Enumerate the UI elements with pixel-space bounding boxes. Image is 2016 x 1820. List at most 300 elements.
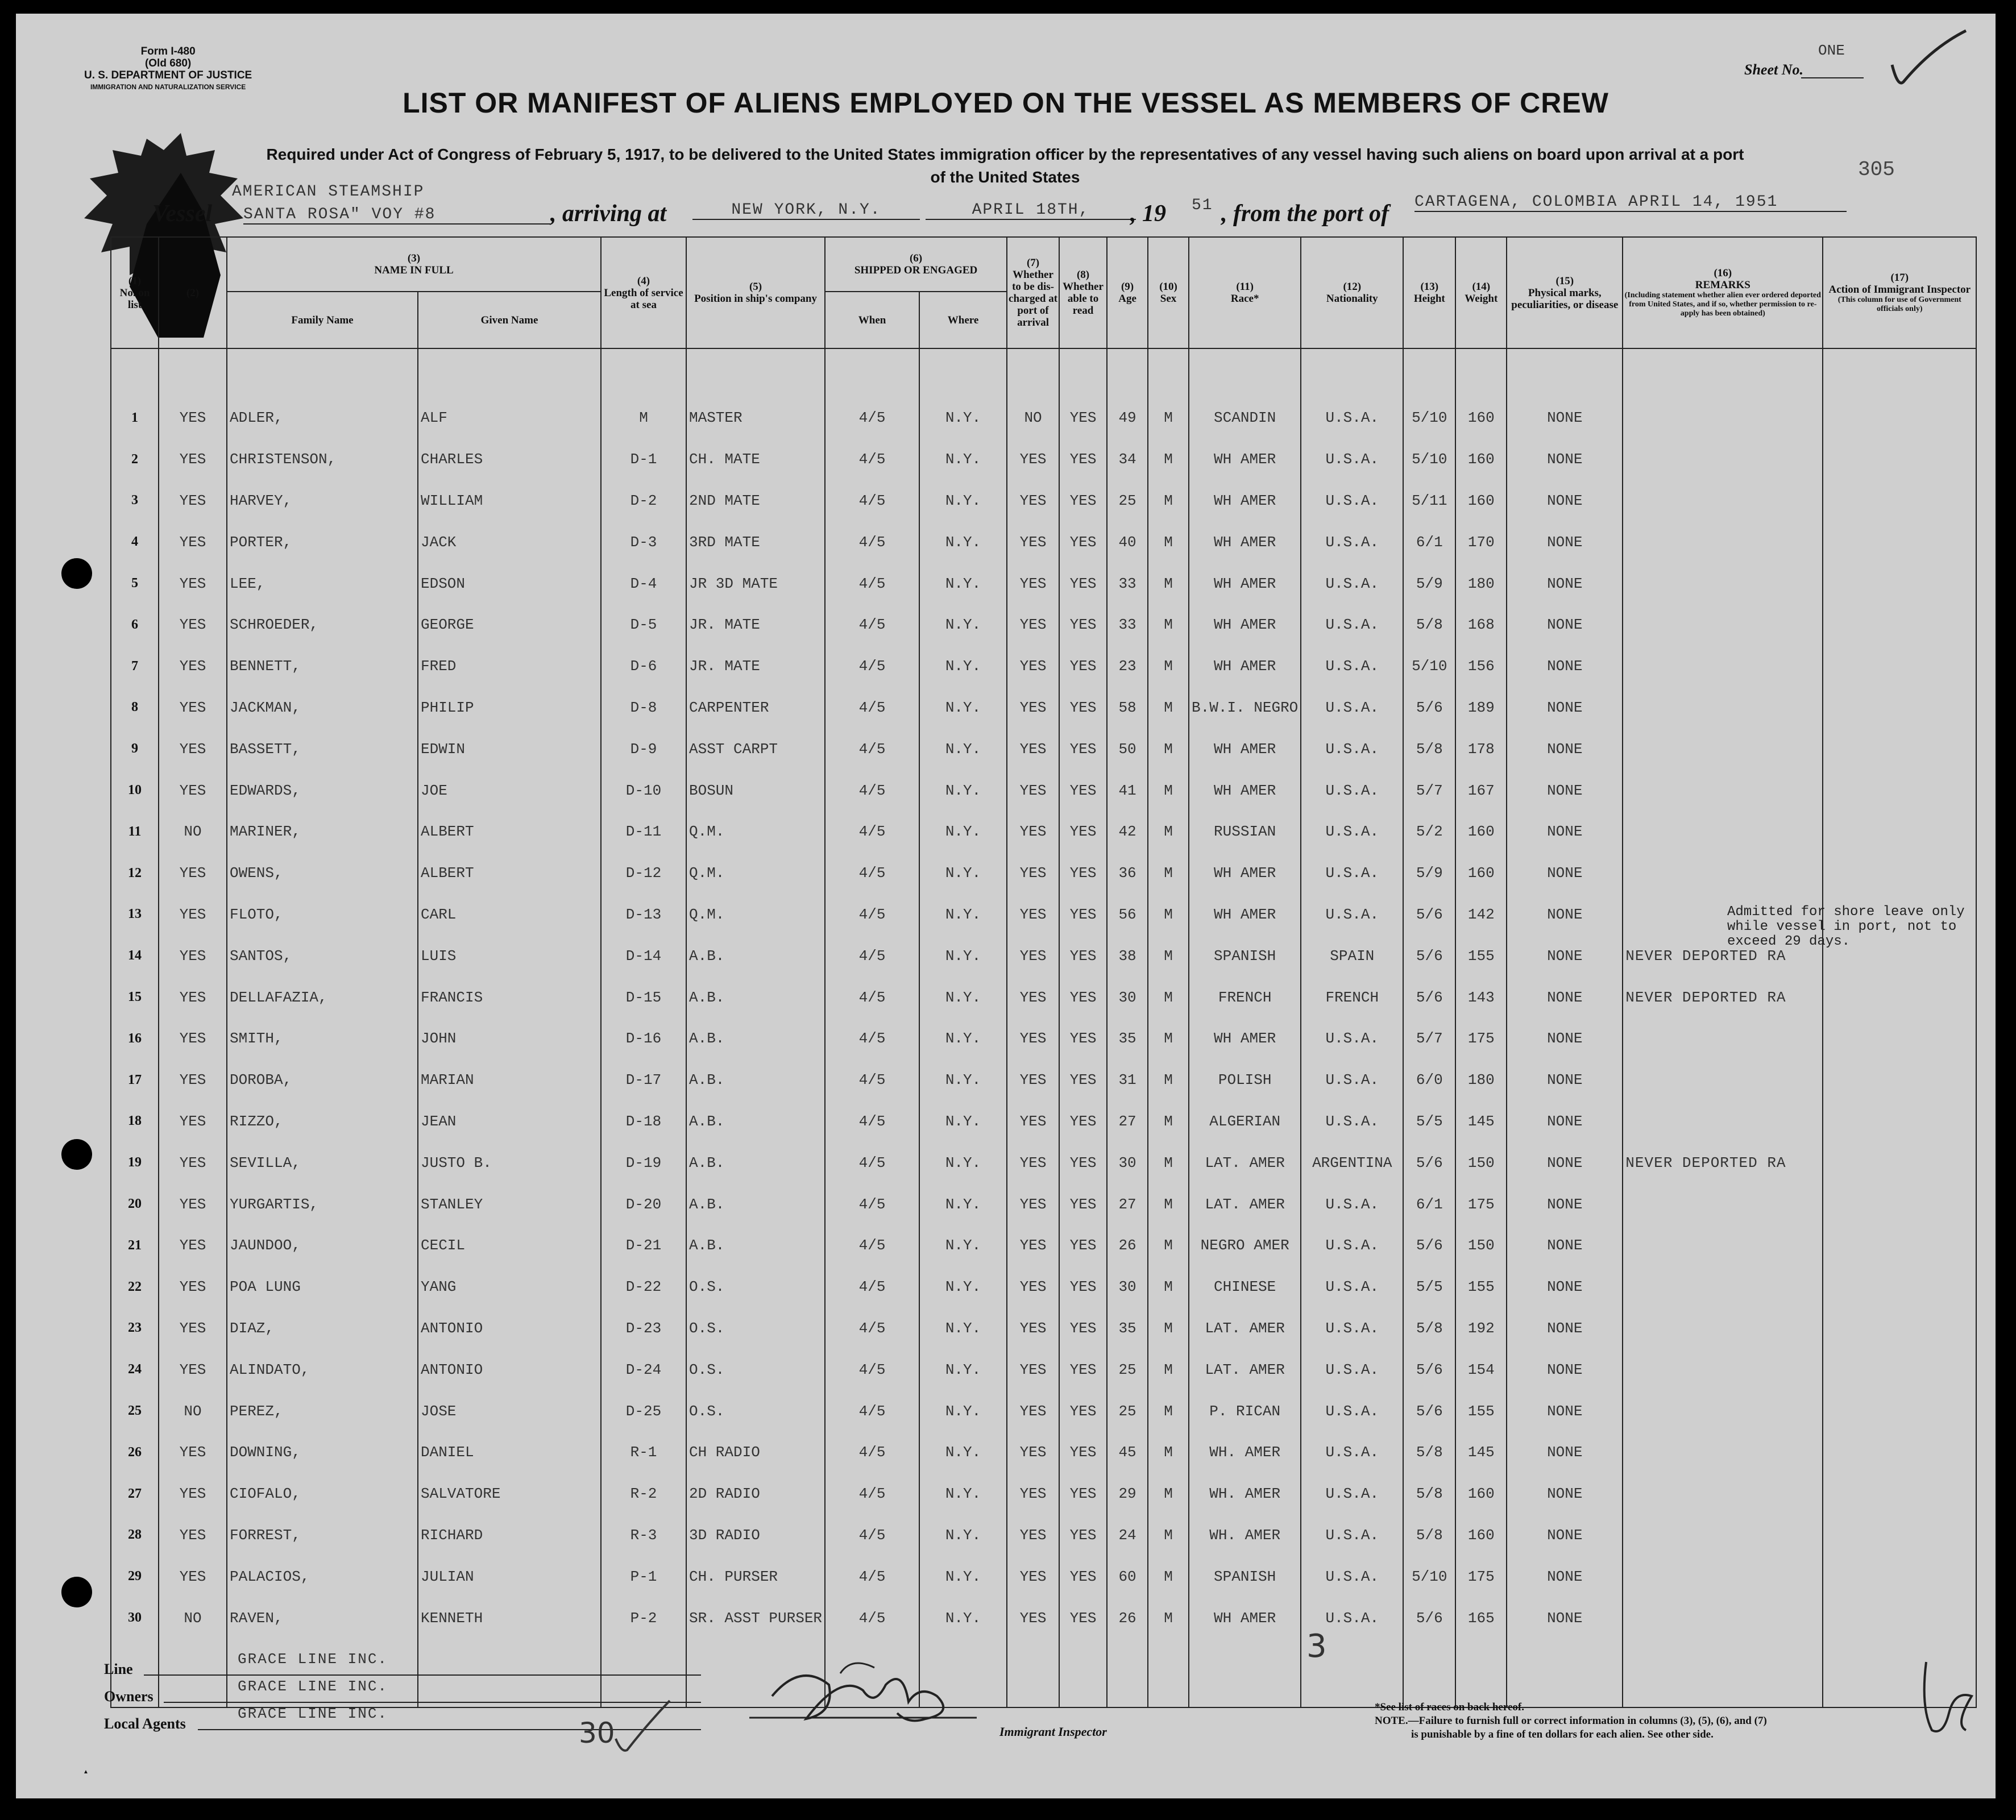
- row-sex: M: [1148, 1473, 1189, 1515]
- row-col2: YES: [159, 1059, 227, 1101]
- row-weight: 180: [1455, 563, 1507, 604]
- row-height: 5/8: [1403, 728, 1455, 770]
- row-number: 19: [111, 1142, 159, 1183]
- row-physical-marks: NONE: [1507, 687, 1623, 729]
- row-service: R-2: [601, 1473, 686, 1515]
- row-shipped-when: 4/5: [825, 1390, 919, 1432]
- row-race: WH. AMER: [1189, 1515, 1301, 1556]
- row-able-to-read: YES: [1059, 604, 1107, 646]
- table-row: [111, 1390, 1976, 1432]
- row-remarks: [1623, 1515, 1823, 1556]
- row-race: B.W.I. NEGRO: [1189, 687, 1301, 729]
- row-col2: YES: [159, 687, 227, 729]
- table-row: [111, 728, 1976, 770]
- empty-cell: [227, 1639, 418, 1707]
- row-weight: 167: [1455, 770, 1507, 811]
- row-nationality: U.S.A.: [1301, 397, 1403, 439]
- row-number: 28: [111, 1515, 159, 1556]
- row-discharge: YES: [1007, 811, 1059, 853]
- row-family-name: ALINDATO,: [227, 1349, 418, 1390]
- row-action: [1823, 439, 1976, 480]
- row-race: WH AMER: [1189, 521, 1301, 563]
- row-position: JR 3D MATE: [686, 563, 825, 604]
- row-remarks: [1623, 687, 1823, 729]
- row-able-to-read: YES: [1059, 646, 1107, 687]
- inspector-label: Immigrant Inspector: [999, 1725, 1107, 1739]
- binder-hole: [61, 1577, 92, 1607]
- row-height: 5/2: [1403, 811, 1455, 853]
- table-row: [111, 1515, 1976, 1556]
- empty-cell: [1007, 1639, 1059, 1707]
- table-spacer-row: [111, 348, 1976, 397]
- table-row: [111, 1183, 1976, 1225]
- row-col2: YES: [159, 521, 227, 563]
- row-weight: 142: [1455, 894, 1507, 936]
- row-shipped-when: 4/5: [825, 1225, 919, 1266]
- row-remarks: [1623, 1432, 1823, 1473]
- row-nationality: U.S.A.: [1301, 1059, 1403, 1101]
- col-header-shipped: (6) SHIPPED OR ENGAGED: [825, 237, 1007, 292]
- row-family-name: BASSETT,: [227, 728, 418, 770]
- vessel-label: Vessel: [152, 201, 212, 227]
- row-position: CH. MATE: [686, 439, 825, 480]
- row-race: WH AMER: [1189, 894, 1301, 936]
- row-given-name: FRED: [418, 646, 601, 687]
- row-given-name: ALBERT: [418, 811, 601, 853]
- empty-cell: [1403, 1639, 1455, 1707]
- table-row: [111, 1018, 1976, 1059]
- row-col2: YES: [159, 397, 227, 439]
- col-header-when: When: [825, 292, 919, 348]
- row-col2: YES: [159, 853, 227, 894]
- row-height: 5/6: [1403, 1142, 1455, 1183]
- row-given-name: JACK: [418, 521, 601, 563]
- row-nationality: U.S.A.: [1301, 480, 1403, 522]
- row-service: D-3: [601, 521, 686, 563]
- row-position: 3RD MATE: [686, 521, 825, 563]
- row-able-to-read: YES: [1059, 1266, 1107, 1308]
- row-given-name: PHILIP: [418, 687, 601, 729]
- row-nationality: U.S.A.: [1301, 1515, 1403, 1556]
- row-shipped-when: 4/5: [825, 521, 919, 563]
- row-age: 25: [1107, 480, 1148, 522]
- row-weight: 160: [1455, 480, 1507, 522]
- row-shipped-where: N.Y.: [919, 728, 1007, 770]
- row-nationality: U.S.A.: [1301, 811, 1403, 853]
- row-physical-marks: NONE: [1507, 646, 1623, 687]
- row-number: 5: [111, 563, 159, 604]
- row-age: 34: [1107, 439, 1148, 480]
- row-age: 42: [1107, 811, 1148, 853]
- col-header-marks: (15) Physical marks, peculiarities, or disease: [1507, 237, 1623, 348]
- row-sex: M: [1148, 604, 1189, 646]
- row-nationality: U.S.A.: [1301, 521, 1403, 563]
- line-label: Line: [104, 1661, 133, 1677]
- row-family-name: HARVEY,: [227, 480, 418, 522]
- row-position: 2D RADIO: [686, 1473, 825, 1515]
- row-weight: 150: [1455, 1225, 1507, 1266]
- row-action: [1823, 1183, 1976, 1225]
- row-service: R-1: [601, 1432, 686, 1473]
- row-height: 6/1: [1403, 521, 1455, 563]
- row-col2: YES: [159, 770, 227, 811]
- row-shipped-where: N.Y.: [919, 563, 1007, 604]
- row-nationality: SPAIN: [1301, 935, 1403, 977]
- row-weight: 155: [1455, 1390, 1507, 1432]
- row-given-name: JOHN: [418, 1018, 601, 1059]
- row-sex: M: [1148, 439, 1189, 480]
- row-height: 6/1: [1403, 1183, 1455, 1225]
- row-shipped-where: N.Y.: [919, 1225, 1007, 1266]
- row-discharge: YES: [1007, 853, 1059, 894]
- table-row: [111, 1473, 1976, 1515]
- row-shipped-when: 4/5: [825, 1432, 919, 1473]
- row-physical-marks: NONE: [1507, 521, 1623, 563]
- row-physical-marks: NONE: [1507, 1349, 1623, 1390]
- row-family-name: SMITH,: [227, 1018, 418, 1059]
- row-position: A.B.: [686, 1101, 825, 1142]
- row-discharge: NO: [1007, 397, 1059, 439]
- row-sex: M: [1148, 1308, 1189, 1349]
- row-shipped-where: N.Y.: [919, 1266, 1007, 1308]
- row-shipped-when: 4/5: [825, 397, 919, 439]
- row-service: D-12: [601, 853, 686, 894]
- row-sex: M: [1148, 1432, 1189, 1473]
- row-sex: M: [1148, 563, 1189, 604]
- table-row: [111, 935, 1976, 977]
- row-shipped-where: N.Y.: [919, 1432, 1007, 1473]
- row-height: 5/8: [1403, 1473, 1455, 1515]
- row-height: 5/5: [1403, 1266, 1455, 1308]
- row-age: 31: [1107, 1059, 1148, 1101]
- row-sex: M: [1148, 1515, 1189, 1556]
- row-family-name: SCHROEDER,: [227, 604, 418, 646]
- row-family-name: SEVILLA,: [227, 1142, 418, 1183]
- row-shipped-when: 4/5: [825, 1349, 919, 1390]
- row-able-to-read: YES: [1059, 1101, 1107, 1142]
- row-shipped-where: N.Y.: [919, 1101, 1007, 1142]
- row-sex: M: [1148, 728, 1189, 770]
- row-height: 5/8: [1403, 1515, 1455, 1556]
- row-race: WH AMER: [1189, 770, 1301, 811]
- row-action: [1823, 977, 1976, 1018]
- row-number: 20: [111, 1183, 159, 1225]
- row-position: O.S.: [686, 1266, 825, 1308]
- row-physical-marks: NONE: [1507, 1432, 1623, 1473]
- row-family-name: OWENS,: [227, 853, 418, 894]
- table-row: [111, 1059, 1976, 1101]
- row-family-name: EDWARDS,: [227, 770, 418, 811]
- table-row: [111, 1266, 1976, 1308]
- row-nationality: U.S.A.: [1301, 687, 1403, 729]
- col-header-age: (9) Age: [1107, 237, 1148, 348]
- row-sex: M: [1148, 935, 1189, 977]
- row-height: 5/7: [1403, 770, 1455, 811]
- printer-mark: ▲: [83, 1769, 89, 1775]
- row-weight: 178: [1455, 728, 1507, 770]
- row-able-to-read: YES: [1059, 1142, 1107, 1183]
- row-weight: 160: [1455, 1515, 1507, 1556]
- row-service: D-8: [601, 687, 686, 729]
- row-able-to-read: YES: [1059, 977, 1107, 1018]
- row-position: A.B.: [686, 1142, 825, 1183]
- row-weight: 160: [1455, 811, 1507, 853]
- row-physical-marks: NONE: [1507, 480, 1623, 522]
- row-action: [1823, 1556, 1976, 1597]
- row-given-name: ANTONIO: [418, 1308, 601, 1349]
- row-nationality: U.S.A.: [1301, 1390, 1403, 1432]
- row-sex: M: [1148, 646, 1189, 687]
- row-shipped-when: 4/5: [825, 1183, 919, 1225]
- row-race: LAT. AMER: [1189, 1308, 1301, 1349]
- row-shipped-when: 4/5: [825, 646, 919, 687]
- row-family-name: RAVEN,: [227, 1597, 418, 1639]
- row-physical-marks: NONE: [1507, 770, 1623, 811]
- row-race: WH AMER: [1189, 728, 1301, 770]
- row-age: 30: [1107, 977, 1148, 1018]
- row-weight: 145: [1455, 1101, 1507, 1142]
- table-row: [111, 397, 1976, 439]
- row-action: [1823, 1101, 1976, 1142]
- agents-label: Local Agents: [104, 1715, 186, 1732]
- table-row: [111, 1308, 1976, 1349]
- row-race: WH AMER: [1189, 1018, 1301, 1059]
- row-action: [1823, 1349, 1976, 1390]
- row-position: 2ND MATE: [686, 480, 825, 522]
- row-shipped-where: N.Y.: [919, 1142, 1007, 1183]
- row-race: RUSSIAN: [1189, 811, 1301, 853]
- row-discharge: YES: [1007, 646, 1059, 687]
- col-header-remarks: (16) REMARKS (Including statement whether alien ever ordered deported from United States, and if so, whether permission to re-apply has been obtained): [1623, 237, 1823, 348]
- col-header-discharge: (7) Whether to be dis-charged at port of arrival: [1007, 237, 1059, 348]
- row-height: 5/8: [1403, 1308, 1455, 1349]
- row-col2: NO: [159, 1597, 227, 1639]
- table-row: [111, 646, 1976, 687]
- row-weight: 143: [1455, 977, 1507, 1018]
- row-shipped-where: N.Y.: [919, 1308, 1007, 1349]
- col-header-given: Given Name: [418, 292, 601, 348]
- row-discharge: YES: [1007, 687, 1059, 729]
- row-physical-marks: NONE: [1507, 397, 1623, 439]
- table-row: [111, 1142, 1976, 1183]
- empty-cell: [1507, 1639, 1623, 1707]
- manifest-sheet: [16, 14, 1996, 1798]
- table-row: [111, 811, 1976, 853]
- row-weight: 168: [1455, 604, 1507, 646]
- row-shipped-when: 4/5: [825, 977, 919, 1018]
- row-col2: YES: [159, 563, 227, 604]
- row-shipped-where: N.Y.: [919, 687, 1007, 729]
- row-number: 11: [111, 811, 159, 853]
- row-physical-marks: NONE: [1507, 1101, 1623, 1142]
- col-header-weight: (14) Weight: [1455, 237, 1507, 348]
- row-service: P-1: [601, 1556, 686, 1597]
- row-discharge: YES: [1007, 1183, 1059, 1225]
- row-race: SCANDIN: [1189, 397, 1301, 439]
- row-able-to-read: YES: [1059, 728, 1107, 770]
- col-header-height: (13) Height: [1403, 237, 1455, 348]
- sheet-number-value: ONE: [1818, 42, 1845, 59]
- row-position: Q.M.: [686, 853, 825, 894]
- document-title: LIST OR MANIFEST OF ALIENS EMPLOYED ON THE VESSEL AS MEMBERS OF CREW: [403, 87, 1609, 119]
- row-shipped-when: 4/5: [825, 563, 919, 604]
- row-col2: YES: [159, 1473, 227, 1515]
- row-remarks: [1623, 604, 1823, 646]
- row-weight: 155: [1455, 935, 1507, 977]
- row-given-name: EDSON: [418, 563, 601, 604]
- row-shipped-when: 4/5: [825, 894, 919, 936]
- row-col2: NO: [159, 811, 227, 853]
- row-weight: 145: [1455, 1432, 1507, 1473]
- row-number: 23: [111, 1308, 159, 1349]
- row-age: 26: [1107, 1597, 1148, 1639]
- row-age: 58: [1107, 687, 1148, 729]
- row-remarks: [1623, 770, 1823, 811]
- binder-hole: [61, 558, 92, 589]
- row-family-name: PEREZ,: [227, 1390, 418, 1432]
- row-discharge: YES: [1007, 1059, 1059, 1101]
- line-underline: [144, 1674, 701, 1676]
- handwritten-check-icon: [613, 1696, 675, 1759]
- row-given-name: JOE: [418, 770, 601, 811]
- row-nationality: U.S.A.: [1301, 439, 1403, 480]
- row-family-name: POA LUNG: [227, 1266, 418, 1308]
- row-race: WH AMER: [1189, 853, 1301, 894]
- row-number: 8: [111, 687, 159, 729]
- row-weight: 150: [1455, 1142, 1507, 1183]
- row-age: 60: [1107, 1556, 1148, 1597]
- row-physical-marks: NONE: [1507, 563, 1623, 604]
- row-shipped-when: 4/5: [825, 604, 919, 646]
- row-action: [1823, 480, 1976, 522]
- row-action: [1823, 1515, 1976, 1556]
- row-physical-marks: NONE: [1507, 604, 1623, 646]
- row-number: 30: [111, 1597, 159, 1639]
- row-physical-marks: NONE: [1507, 1308, 1623, 1349]
- row-col2: YES: [159, 1349, 227, 1390]
- row-col2: YES: [159, 1556, 227, 1597]
- row-nationality: U.S.A.: [1301, 604, 1403, 646]
- row-able-to-read: YES: [1059, 935, 1107, 977]
- row-position: BOSUN: [686, 770, 825, 811]
- row-height: 5/8: [1403, 1432, 1455, 1473]
- empty-cell: [418, 1639, 601, 1707]
- empty-cell: [1148, 1639, 1189, 1707]
- row-number: 1: [111, 397, 159, 439]
- row-col2: YES: [159, 1101, 227, 1142]
- row-service: D-11: [601, 811, 686, 853]
- row-action: [1823, 1225, 1976, 1266]
- table-tail-row: [111, 1639, 1976, 1707]
- row-able-to-read: YES: [1059, 1432, 1107, 1473]
- row-height: 5/7: [1403, 1018, 1455, 1059]
- row-race: WH AMER: [1189, 439, 1301, 480]
- row-height: 5/9: [1403, 853, 1455, 894]
- row-col2: YES: [159, 977, 227, 1018]
- row-physical-marks: NONE: [1507, 1059, 1623, 1101]
- row-family-name: CHRISTENSON,: [227, 439, 418, 480]
- row-race: SPANISH: [1189, 935, 1301, 977]
- row-shipped-where: N.Y.: [919, 853, 1007, 894]
- row-position: JR. MATE: [686, 646, 825, 687]
- row-action: [1823, 604, 1976, 646]
- row-number: 12: [111, 853, 159, 894]
- row-remarks: [1623, 728, 1823, 770]
- handwritten-three: 3: [1306, 1628, 1327, 1665]
- row-given-name: JEAN: [418, 1101, 601, 1142]
- row-col2: YES: [159, 1308, 227, 1349]
- row-given-name: ALBERT: [418, 853, 601, 894]
- row-shipped-where: N.Y.: [919, 770, 1007, 811]
- row-height: 5/10: [1403, 1556, 1455, 1597]
- row-race: LAT. AMER: [1189, 1142, 1301, 1183]
- row-remarks: [1623, 1018, 1823, 1059]
- row-remarks: NEVER DEPORTED RA: [1623, 977, 1823, 1018]
- row-able-to-read: YES: [1059, 480, 1107, 522]
- row-age: 23: [1107, 646, 1148, 687]
- row-family-name: YURGARTIS,: [227, 1183, 418, 1225]
- row-remarks: [1623, 1101, 1823, 1142]
- row-age: 35: [1107, 1308, 1148, 1349]
- row-height: 5/10: [1403, 439, 1455, 480]
- sheet-number-line: [1801, 77, 1864, 78]
- row-shipped-where: N.Y.: [919, 977, 1007, 1018]
- row-position: Q.M.: [686, 811, 825, 853]
- agents-value: GRACE LINE INC.: [238, 1705, 388, 1722]
- row-weight: 156: [1455, 646, 1507, 687]
- row-family-name: FLOTO,: [227, 894, 418, 936]
- row-col2: NO: [159, 1390, 227, 1432]
- row-position: SR. ASST PURSER: [686, 1597, 825, 1639]
- table-row: [111, 687, 1976, 729]
- row-col2: YES: [159, 1183, 227, 1225]
- row-shipped-where: N.Y.: [919, 894, 1007, 936]
- row-race: WH. AMER: [1189, 1432, 1301, 1473]
- row-age: 30: [1107, 1142, 1148, 1183]
- row-physical-marks: NONE: [1507, 1018, 1623, 1059]
- row-nationality: U.S.A.: [1301, 1266, 1403, 1308]
- row-age: 50: [1107, 728, 1148, 770]
- stamp-number: 305: [1858, 158, 1895, 181]
- row-able-to-read: YES: [1059, 1473, 1107, 1515]
- row-discharge: YES: [1007, 1308, 1059, 1349]
- row-age: 25: [1107, 1390, 1148, 1432]
- row-family-name: PORTER,: [227, 521, 418, 563]
- row-shipped-when: 4/5: [825, 1597, 919, 1639]
- row-remarks: [1623, 853, 1823, 894]
- row-position: O.S.: [686, 1390, 825, 1432]
- row-shipped-where: N.Y.: [919, 811, 1007, 853]
- row-action: [1823, 1473, 1976, 1515]
- row-age: 38: [1107, 935, 1148, 977]
- col-header-family: Family Name: [227, 292, 418, 348]
- row-nationality: U.S.A.: [1301, 646, 1403, 687]
- row-remarks: [1623, 646, 1823, 687]
- row-nationality: U.S.A.: [1301, 1556, 1403, 1597]
- form-department: U. S. DEPARTMENT OF JUSTICE: [84, 69, 252, 81]
- row-service: D-5: [601, 604, 686, 646]
- row-sex: M: [1148, 397, 1189, 439]
- row-sex: M: [1148, 1183, 1189, 1225]
- row-sex: M: [1148, 521, 1189, 563]
- row-col2: YES: [159, 480, 227, 522]
- row-given-name: SALVATORE: [418, 1473, 601, 1515]
- row-number: 18: [111, 1101, 159, 1142]
- row-discharge: YES: [1007, 977, 1059, 1018]
- row-able-to-read: YES: [1059, 1349, 1107, 1390]
- row-shipped-where: N.Y.: [919, 604, 1007, 646]
- row-nationality: U.S.A.: [1301, 1473, 1403, 1515]
